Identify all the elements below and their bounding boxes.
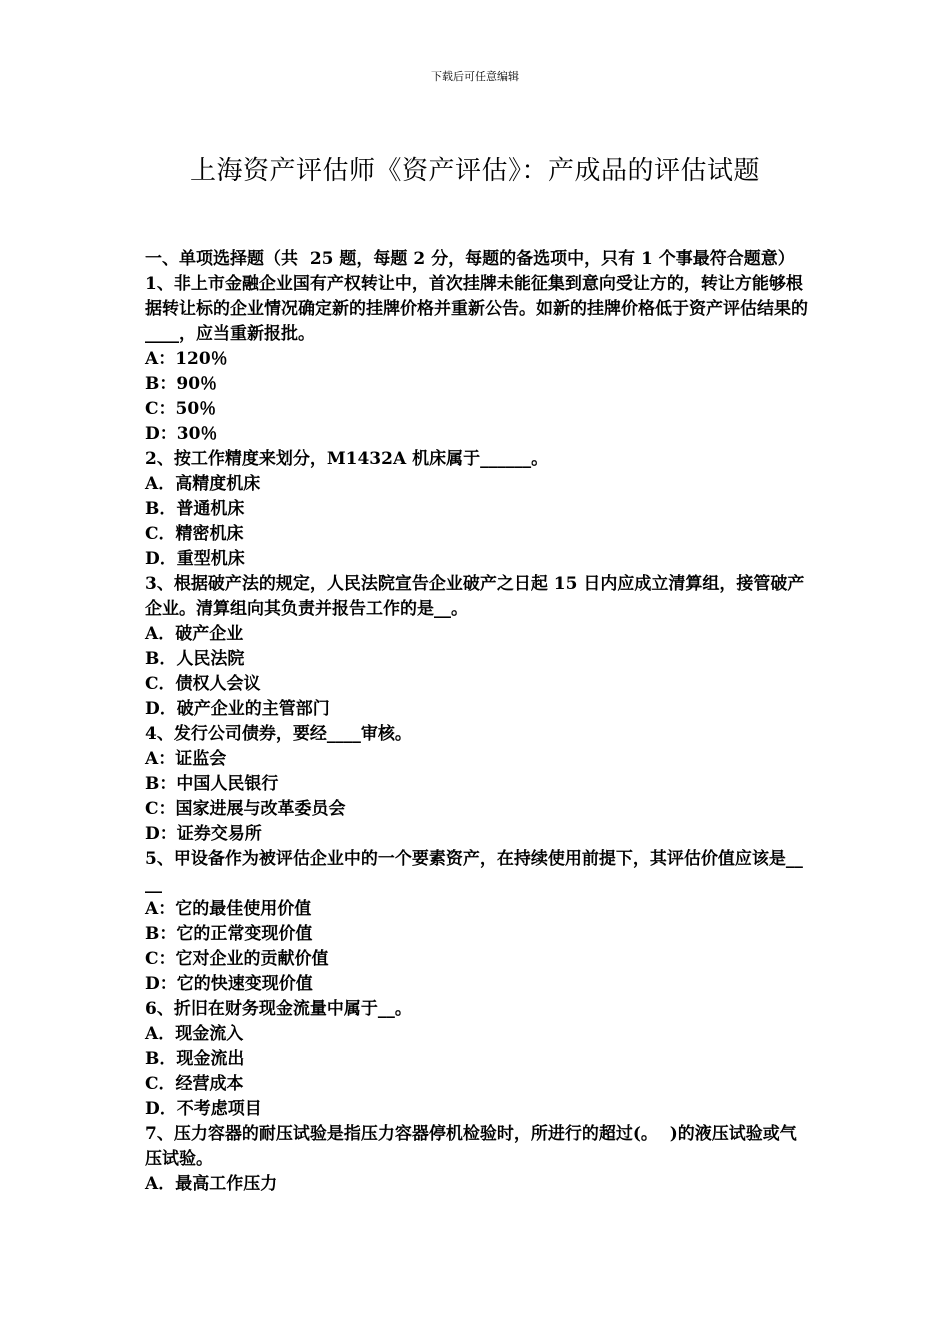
- option-a: A：它的最佳使用价值: [145, 899, 312, 919]
- section-heading: 一、单项选择题（共 25 题，每题 2 分，每题的备选项中，只有 1 个事最符合题意）: [145, 249, 795, 269]
- document-title: 上海资产评估师《资产评估》：产成品的评估试题: [189, 156, 760, 186]
- option-a: A．最高工作压力: [145, 1174, 278, 1194]
- question-stem: 5、甲设备作为被评估企业中的一个要素资产，在持续使用前提下，其评估价值应该是____: [145, 849, 803, 894]
- question-stem: 4、发行公司债券，要经____审核。: [145, 724, 412, 744]
- option-d: D：它的快速变现价值: [145, 974, 313, 994]
- question-5: [145, 847, 810, 997]
- option-c: C．经营成本: [145, 1074, 244, 1094]
- option-a: A．现金流入: [145, 1024, 244, 1044]
- question-stem: 7、压力容器的耐压试验是指压力容器停机检验时，所进行的超过(。 )的液压试验或气压试验。: [145, 1124, 797, 1169]
- option-d: D．破产企业的主管部门: [145, 699, 330, 719]
- header-note: 下载后可任意编辑: [431, 70, 519, 83]
- option-d: D．重型机床: [145, 549, 245, 569]
- question-stem: 1、非上市金融企业国有产权转让中，首次挂牌未能征集到意向受让方的，转让方能够根据转让标的企业情况确定新的挂牌价格并重新公告。如新的挂牌价格低于资产评估结果的____，应当重新报批。: [145, 274, 808, 344]
- option-b: B．人民法院: [145, 649, 245, 669]
- question-1: [145, 272, 810, 447]
- option-a: A：证监会: [145, 749, 227, 769]
- option-d: D．不考虑项目: [145, 1099, 262, 1119]
- option-b: B：中国人民银行: [145, 774, 279, 794]
- option-b: B．普通机床: [145, 499, 245, 519]
- question-4: [145, 722, 810, 847]
- option-a: A：120％: [145, 349, 228, 369]
- option-c: C：它对企业的贡献价值: [145, 949, 329, 969]
- question-stem: 2、按工作精度来划分，M1432A 机床属于______。: [145, 449, 549, 469]
- option-c: C．精密机床: [145, 524, 244, 544]
- option-d: D：证券交易所: [145, 824, 262, 844]
- question-stem: 6、折旧在财务现金流量中属于__。: [145, 999, 412, 1019]
- question-stem: 3、根据破产法的规定，人民法院宣告企业破产之日起 15 日内应成立清算组，接管破产企业。清算组向其负责并报告工作的是__。: [145, 574, 805, 619]
- question-6: [145, 997, 810, 1122]
- option-a: A．高精度机床: [145, 474, 261, 494]
- document-body: [145, 247, 810, 1197]
- option-b: B．现金流出: [145, 1049, 245, 1069]
- question-7: [145, 1122, 810, 1197]
- option-c: C：50％: [145, 399, 217, 419]
- question-3: [145, 572, 810, 722]
- option-c: C．债权人会议: [145, 674, 261, 694]
- option-d: D：30％: [145, 424, 218, 444]
- option-b: B：它的正常变现价值: [145, 924, 313, 944]
- option-a: A．破产企业: [145, 624, 244, 644]
- option-c: C：国家进展与改革委员会: [145, 799, 346, 819]
- option-b: B：90％: [145, 374, 218, 394]
- question-2: [145, 447, 810, 572]
